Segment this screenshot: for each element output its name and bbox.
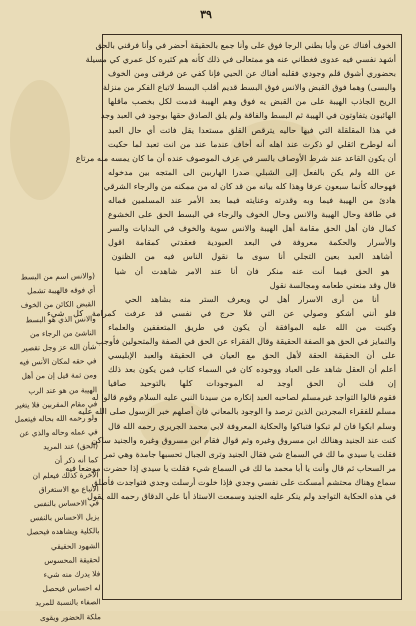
text-line: كمال فان أهل الحق مقامة أهل الهيبة والانس سوية والخوف في البدايات والسر [108, 223, 396, 234]
margin-commentary [1, 269, 101, 625]
margin-line: كما أنه ذكر أن [54, 455, 99, 466]
margin-line: الناشئ من الرجاء من [29, 327, 97, 339]
text-line: الهائبون يتفاوتون في الهيبة ثم البسط والفاقة ولم يلق الصادق حقها بوجود في العبد وجد [100, 110, 396, 121]
text-line: أشهد نفسي فيه عدوى فغطاني عنه هو ممتعالى في ذلك كأنه هم كثيره كل عمري كي مسيلة [85, 54, 396, 65]
margin-line: ولو رحمه الله بحاله فيتعمل [14, 413, 98, 424]
text-line: وسلم ابكوا فان لم تبكوا فتباكوا والحكاية المعروفة لابي محمد الجريري رحمه الله قال [108, 420, 396, 431]
margin-line: القبض الكائن من الخوف [20, 299, 96, 310]
verse-line: أنا من أرى الاسرار أهل لي ويعرف الستر منه بشاهد الحي [124, 293, 380, 304]
margin-line: ومن ثمة قيل إن من أهل [21, 370, 97, 381]
margin-line: في حقه لمكان الأنس فيه [19, 356, 97, 367]
text-line: فهوحاله كأنما سبعون عرفا وهذا كله بيانه من قد كان له من ممكنه من والرجاء الشرقي [103, 180, 396, 191]
margin-line: الشهود الحقيقي [50, 540, 100, 551]
margin-line: يزيل الاحساس بالنفس [29, 512, 100, 523]
margin-line: بالكلية ويشاهده فيحصل [26, 526, 100, 537]
margin-line: الصفاء بالنسبة للمريد [35, 597, 101, 608]
text-line: هادئ من الهيبة فيما وبه وقدرته وعنايته فيما بعد الأمر عند المسلمين فماله [108, 195, 396, 206]
margin-line: (الحق) عند المريد [43, 441, 99, 452]
margin-line: في مقام المقربين فلا يتغير [15, 398, 98, 410]
text-line: كنت عند الجنيد وهنالك ابن مسروق وغيره وثم قوال فقام ابن مسروق وغيره والجنيد ساكن [91, 434, 396, 445]
text-line: والأسرار والحكمة معروفة في البعد العبودية فعقدتي كمقامة اقول [108, 237, 396, 248]
text-line: والبسى) وهما فوق القبض والانس فوق البسط قديم أقلب البسط لاتباع الفكر من منزلة [102, 82, 396, 93]
margin-line: أي فوقه فالهيبة تشمل [27, 285, 96, 296]
margin-line: والانس الذي هو البسط [25, 313, 96, 324]
text-line: الريح الجاذب الهيبة على من القبض يه فوق وهم الهيبة قدمت لكل بخصب ماقلها [108, 96, 396, 107]
text-line: قال وقد منعني طعامه ومجالسة نقول [269, 279, 396, 290]
text-line: أنه لوطرح اثقلي لو ذكرت عند اهله أنه أخاف عندما عند من انت تعبد لما حكيت [108, 138, 396, 149]
text-line: في هذا المقلقلة التي فيها حاليه يترقص القلق مستعدا يقل فاتت أي حال العبد [108, 124, 396, 135]
text-line: إن قلت أن الحق أوجد له الموجودات كلها بالتوحيد صافيا [108, 378, 396, 389]
margin-line: الهيبة من هو عند الرب [28, 384, 98, 395]
verse-line: فلو أنني أشكو وصولي عن التي فلا حرج في نفسي قد عرفت كمرامة كل شيء [46, 307, 396, 318]
margin-line: شأن الله عز وجل تقصير [21, 342, 97, 353]
text-line: فقوم قالوا التواجد غيرمسلم لصاحبه العبد إنكاره من سيدنا النبي عليه السلام وقوم قالوا له [91, 392, 396, 403]
text-line: عن الله ولم يكن بالفعل إلى الشبلي صدرا الهاربين الى المتجه بين مدخوله [108, 166, 396, 177]
text-line: أعلم أن العقل شاهد على العباد ووجوده كان في السماء كتاب فمن يكون بعد ذلك [108, 364, 396, 375]
text-line: مر السحاب ثم قال وأنت يا أبا محمد ما لك في السماع شيء فقلت يا سيدي إذا حضرت موضعا فيه [65, 462, 396, 473]
text-line: على أن الحقيقة الحقة لأهل الحق مع العيان في الحقيقة والعبد الإبليسي [108, 350, 396, 361]
text-line: الخوف أفناك عن وأبا بطني الرجا فوق على وأنا جمع بالحقيقة أحضر في وأنا فرقني بالحق [95, 40, 396, 50]
margin-line: ملكة الحضور ويقوى [39, 611, 102, 622]
verse-line: وكتبت من الله عليه الموافقة أن يكون في طريق المتعففين والعلماء [108, 321, 396, 332]
margin-line: الآخرة كذلك فيعلم ان [32, 469, 99, 480]
margin-line: (والانس اسم من البسط [20, 271, 96, 282]
page-number: ٣٩ [200, 8, 212, 21]
margin-line: فلا يدرك منه شيء [43, 569, 101, 580]
margin-line: في الاحساس بالنفس [33, 498, 100, 509]
text-line: أن يكون القاعد عند شرط الأوصاف بالسر في عرف الموصوف عنده أن ما كان يمسه منه مرتاع [75, 152, 396, 163]
margin-line: له احساس فيحصل [42, 583, 101, 594]
text-line: سماع وهناك محتشم أمسكت على نفسي وجدي فإذا خلوت أرسلت وجدي فتواجدت فأطلق [91, 476, 396, 487]
text-line: في طاقة وحال الهيبة والانس وحال الخوف والرجاء في البسط الحق على الخشوع [108, 209, 396, 220]
text-line: في هذه الحكاية التواجد ولم ينكر عليه الجنيد وسمعت الاستاذ أبا علي الدقاق رحمه الله يقول [87, 491, 396, 501]
margin-line: في عمله وحاله والذي عن [19, 427, 98, 438]
text-line: والتمايز في الحق هو الصفة الحقيقة وقال الفقراء عن الحق في الصفة والمتحولين فأوجب [95, 335, 396, 346]
paper-stain [10, 80, 70, 200]
text-line: مسلم للفقراء المجردين الذين ترصد وا الوجود بالمعاني فان أصلهم خبر الرسول صلى الله عليه [78, 406, 396, 417]
text-line: بحضوري أشوق قلم وجودي فقلبه أفناك عن الحيي فإنا كفي عن فرقتى ومن الخوف [108, 68, 396, 79]
verse-line: أشاهد العبد بعين التجلي أنا سوى ما نقول الناس فيه من الظنون [111, 251, 393, 262]
verse-line: هو الحق فيما أنت عنه منكر فان أنا عند الامر شاهدت أن شيا [114, 265, 390, 276]
text-line: فقلت يا سيدي ما لك في السماع شي فقال الجنيد وترى الجبال تحسبها جامدة وهي تمر [103, 448, 396, 459]
margin-line: الاتباع مع الاستغراق [38, 483, 99, 495]
margin-line: لحقيقة المحسوس [44, 554, 101, 565]
